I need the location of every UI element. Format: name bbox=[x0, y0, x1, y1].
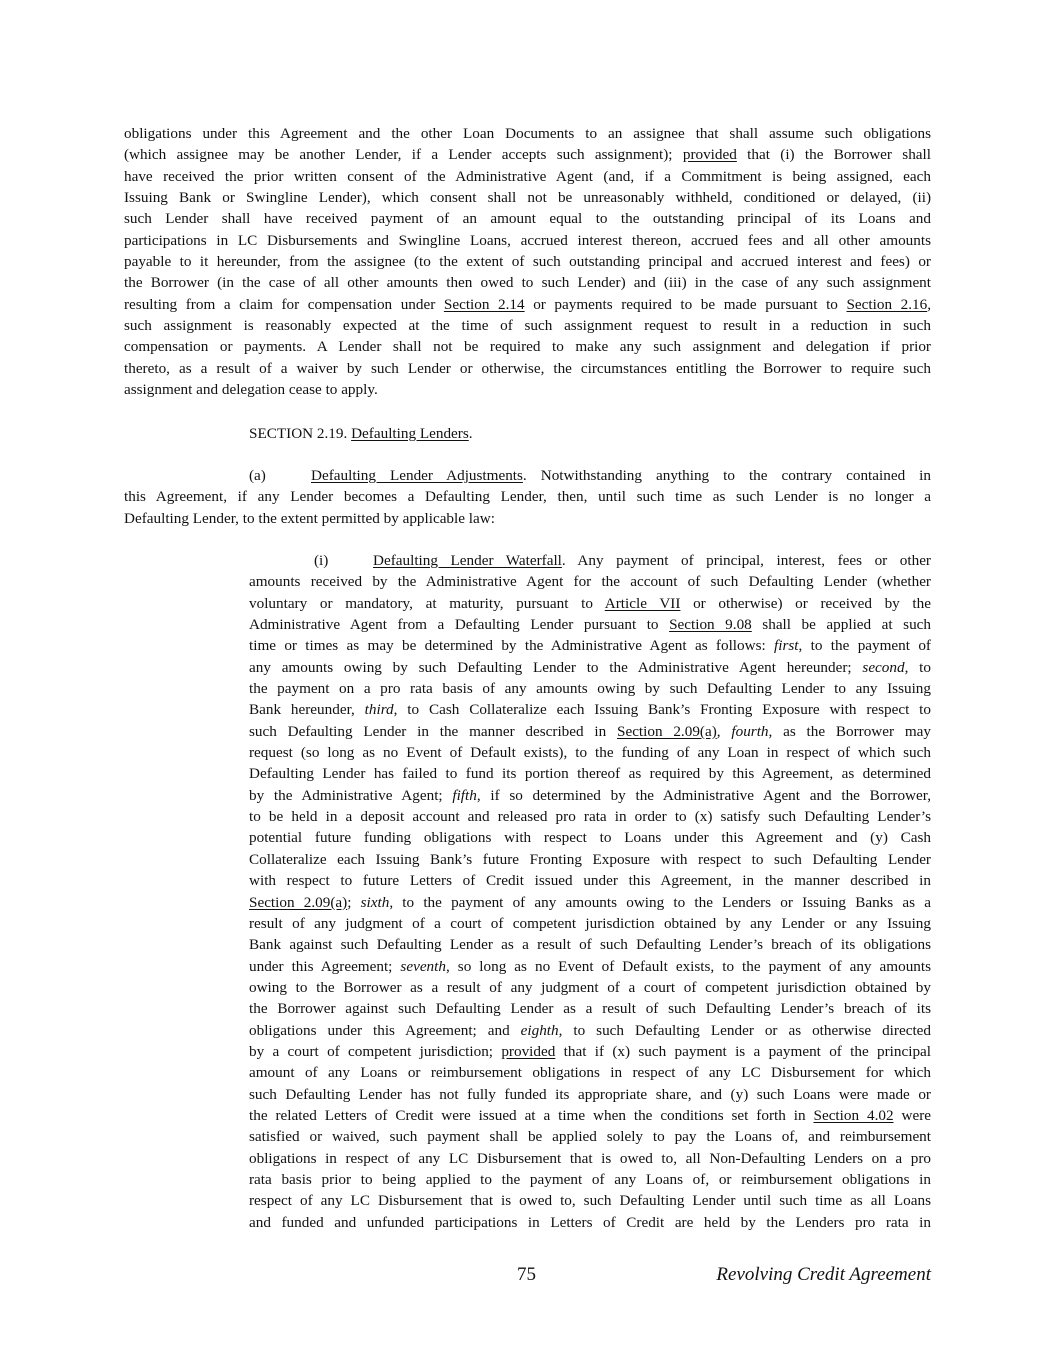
text-run: . bbox=[468, 425, 473, 442]
emphasis: eighth bbox=[520, 1021, 559, 1039]
text-run: , to bbox=[904, 658, 931, 676]
text-line bbox=[249, 742, 931, 763]
text-line bbox=[249, 998, 931, 1019]
text-run: , so long as no Event of Default exists, to the payment of any amounts bbox=[445, 957, 932, 975]
text-run: request (so long as no Event of Default exists), to the funding of any Loan in respect of which such bbox=[249, 744, 931, 762]
cross-reference: Section 2.09(a) bbox=[617, 722, 717, 740]
cross-reference: Section 9.08 bbox=[669, 616, 752, 634]
text-run: that (i) the Borrower shall bbox=[736, 146, 931, 164]
text-run: and funded and unfunded participations in Letters of Credit are held by the Lenders pro rata in bbox=[249, 1213, 931, 1231]
text-run: , bbox=[716, 722, 732, 740]
text-run: shall be applied at such bbox=[751, 616, 932, 634]
document-title: Revolving Credit Agreement bbox=[716, 1264, 931, 1285]
paragraph-label: (a) bbox=[249, 467, 266, 484]
emphasis: sixth bbox=[360, 893, 390, 911]
text-run: voluntary or mandatory, at maturity, pursuant to bbox=[249, 594, 605, 612]
text-run: , bbox=[927, 295, 931, 313]
cross-reference: provided bbox=[501, 1042, 556, 1060]
text-run: Bank hereunder, bbox=[249, 701, 365, 719]
text-run: rata basis prior to being applied to the payment of any Loans of, or reimbursement obligations in bbox=[249, 1170, 931, 1188]
text-run: compensation or payments. A Lender shall not be required to make any such assignment and delegation if prior bbox=[124, 338, 931, 356]
text-line bbox=[249, 913, 931, 934]
text-line bbox=[124, 272, 931, 293]
text-run: the related Letters of Credit were issued at a time when the conditions set forth in bbox=[249, 1106, 814, 1124]
text-run: or payments required to be made pursuant to bbox=[524, 295, 847, 313]
text-run: obligations under this Agreement; and bbox=[249, 1021, 521, 1039]
text-line bbox=[124, 166, 931, 187]
text-line bbox=[124, 230, 931, 251]
text-run: Collateralize each Issuing Bank’s future Fronting Exposure with respect to such Defaulting Lender bbox=[249, 850, 931, 868]
text-line bbox=[124, 315, 931, 336]
text-run: by a court of competent jurisdiction; bbox=[249, 1042, 502, 1060]
text-run: Issuing Bank or Swingline Lender), which consent shall not be unreasonably withheld, conditioned or delayed, (ii) bbox=[124, 189, 931, 207]
text-line bbox=[124, 294, 931, 315]
emphasis: third bbox=[364, 701, 394, 719]
text-run: Bank against such Defaulting Lender as a result of such Defaulting Lender’s breach of its obligations bbox=[249, 936, 931, 954]
text-line bbox=[249, 1105, 931, 1126]
paragraph-a-defaulting-lender-adjustments bbox=[124, 465, 931, 529]
cross-reference: Section 2.09(a) bbox=[249, 893, 348, 911]
cross-reference: provided bbox=[682, 146, 737, 164]
text-line bbox=[249, 892, 931, 913]
text-line bbox=[249, 1148, 931, 1169]
text-line bbox=[249, 849, 931, 870]
text-run: , to the payment of any amounts owing to the Lenders or Issuing Banks as a bbox=[389, 893, 931, 911]
text-run: (which assignee may be another Lender, if a Lender accepts such assignment); bbox=[124, 146, 683, 164]
text-line bbox=[124, 187, 931, 208]
paragraph-label: (i) bbox=[314, 552, 329, 569]
text-line bbox=[249, 1190, 931, 1211]
cross-reference: Section 4.02 bbox=[813, 1106, 894, 1124]
text-line bbox=[249, 1041, 931, 1062]
text-run: have received the prior written consent of the Administrative Agent (and, if a Commitment is being assigned, each bbox=[124, 167, 931, 185]
text-run: . Any payment of principal, interest, fees or other bbox=[561, 552, 931, 569]
text-line bbox=[249, 1126, 931, 1147]
text-run: any amounts owing by such Defaulting Lender to the Administrative Agent hereunder; bbox=[249, 658, 863, 676]
text-line bbox=[249, 571, 931, 592]
emphasis: fifth bbox=[452, 786, 477, 804]
text-run: Defaulting Lender, to the extent permitted by applicable law: bbox=[124, 509, 495, 527]
emphasis: second bbox=[862, 658, 905, 676]
emphasis: first bbox=[774, 637, 799, 655]
text-line bbox=[249, 423, 949, 444]
text-line bbox=[124, 508, 931, 529]
text-line bbox=[124, 208, 931, 229]
text-line bbox=[249, 785, 931, 806]
text-line bbox=[249, 977, 931, 998]
text-run: by the Administrative Agent; bbox=[249, 786, 453, 804]
text-run: obligations in respect of any LC Disbursement that is owed to, all Non-Defaulting Lenders on a pro bbox=[249, 1149, 931, 1167]
text-line bbox=[249, 1212, 931, 1233]
text-run: amounts received by the Administrative Agent for the account of such Defaulting Lender (whether bbox=[249, 573, 931, 591]
text-line bbox=[249, 721, 931, 742]
text-run: that if (x) such payment is a payment of the principal bbox=[555, 1042, 932, 1060]
text-run: resulting from a claim for compensation under bbox=[124, 295, 444, 313]
text-line bbox=[249, 657, 931, 678]
text-run: Defaulting Lender has failed to fund its portion thereof as required by this Agreement, as determined bbox=[249, 765, 931, 783]
text-line bbox=[124, 465, 931, 486]
text-line bbox=[249, 635, 931, 656]
text-line bbox=[249, 1084, 931, 1105]
text-run: , to Cash Collateralize each Issuing Bank’s Fronting Exposure with respect to bbox=[393, 701, 931, 719]
cross-reference: Defaulting Lender Waterfall bbox=[373, 552, 562, 569]
cross-reference: Defaulting Lender Adjustments bbox=[311, 467, 523, 484]
text-run: the Borrower against such Defaulting Lender as a result of such Defaulting Lender’s breach of its bbox=[249, 1000, 931, 1018]
text-run: were bbox=[893, 1106, 931, 1124]
text-run: to be held in a deposit account and released pro rata in order to (x) satisfy such Defaulting Lender’s bbox=[249, 808, 931, 826]
text-line bbox=[249, 1169, 931, 1190]
cross-reference: Article VII bbox=[604, 594, 681, 612]
text-run: obligations under this Agreement and the other Loan Documents to an assignee that shall assume such obligations bbox=[124, 125, 931, 142]
text-run: such assignment is reasonably expected at the time of such assignment request to result in a reduction in such bbox=[124, 317, 931, 335]
text-run: . Notwithstanding anything to the contrary contained in bbox=[522, 467, 931, 484]
text-line bbox=[249, 1062, 931, 1083]
text-line bbox=[249, 763, 931, 784]
text-line bbox=[249, 593, 931, 614]
text-run: satisfied or waived, such payment shall be applied solely to pay the Loans of, and reimbursement bbox=[249, 1128, 931, 1146]
text-run: the Borrower (in the case of all other amounts then owed to such Lender) and (iii) in the case of any such assignment bbox=[124, 274, 931, 292]
text-run: this Agreement, if any Lender becomes a Defaulting Lender, then, until such time as such Lender is no longer a bbox=[124, 488, 931, 506]
text-line bbox=[249, 699, 931, 720]
text-run: time or times as may be determined by the Administrative Agent as follows: bbox=[249, 637, 775, 655]
text-line bbox=[124, 379, 931, 400]
text-line bbox=[249, 678, 931, 699]
text-run: thereto, as a result of a waiver by such Lender or otherwise, the circumstances entitling the Borrower to require such bbox=[124, 359, 931, 377]
emphasis: fourth bbox=[731, 722, 769, 740]
text-run: the payment on a pro rata basis of any amounts owing by such Defaulting Lender to any Issuing bbox=[249, 680, 931, 698]
text-run: with respect to future Letters of Credit issued under this Agreement, in the manner described in bbox=[249, 872, 931, 890]
text-run: participations in LC Disbursements and Swingline Loans, accrued interest thereon, accrued fees and all other amounts bbox=[124, 231, 931, 249]
text-run: ; bbox=[347, 893, 361, 911]
text-run: such Lender shall have received payment of an amount equal to the outstanding principal of its Loans and bbox=[124, 210, 931, 228]
cross-reference: Defaulting Lenders bbox=[351, 425, 469, 442]
text-line bbox=[249, 870, 931, 891]
text-run: payable to it hereunder, from the assignee (to the extent of such outstanding principal and accrued interest and fees) or bbox=[124, 253, 931, 271]
text-line bbox=[249, 934, 931, 955]
text-line bbox=[249, 550, 931, 571]
text-run: , if so determined by the Administrative Agent and the Borrower, bbox=[476, 786, 931, 804]
text-run: owing to the Borrower as a result of any judgment of a court of competent jurisdiction obtained by bbox=[249, 978, 931, 996]
paragraph-i-defaulting-lender-waterfall bbox=[249, 550, 931, 1233]
text-run: potential future funding obligations with respect to Loans under this Agreement and (y) Cash bbox=[249, 829, 931, 847]
text-run: , to the payment of bbox=[798, 637, 931, 655]
text-run: or otherwise) or received by the bbox=[680, 594, 931, 612]
text-run: such Defaulting Lender has not fully funded its appropriate share, and (y) such Loans were made or bbox=[249, 1085, 931, 1103]
paragraph-assignment-conditions bbox=[124, 123, 931, 400]
text-line bbox=[124, 123, 931, 144]
text-run: Administrative Agent from a Defaulting Lender pursuant to bbox=[249, 616, 670, 634]
text-run: respect of any LC Disbursement that is owed to, such Defaulting Lender until such time as all Loans bbox=[249, 1192, 931, 1210]
text-line bbox=[124, 144, 931, 165]
section-heading bbox=[249, 423, 949, 444]
text-run: , as the Borrower may bbox=[768, 722, 932, 740]
text-line bbox=[249, 806, 931, 827]
text-line bbox=[249, 614, 931, 635]
cross-reference: Section 2.14 bbox=[443, 295, 525, 313]
text-line bbox=[249, 827, 931, 848]
text-run: assignment and delegation cease to apply. bbox=[124, 381, 378, 399]
text-line bbox=[124, 358, 931, 379]
text-run: , to such Defaulting Lender or as otherwise directed bbox=[558, 1021, 931, 1039]
text-line bbox=[249, 1020, 931, 1041]
emphasis: seventh bbox=[400, 957, 446, 975]
cross-reference: Section 2.16 bbox=[846, 295, 928, 313]
text-run: result of any judgment of a court of competent jurisdiction obtained by any Lender or any Issuing bbox=[249, 914, 931, 932]
text-line bbox=[124, 251, 931, 272]
text-run: SECTION 2.19. bbox=[249, 425, 352, 442]
text-run: under this Agreement; bbox=[249, 957, 401, 975]
text-run: amount of any Loans or reimbursement obligations in respect of any LC Disbursement for which bbox=[249, 1064, 931, 1082]
page-number: 75 bbox=[517, 1264, 536, 1285]
text-line bbox=[124, 336, 931, 357]
text-line bbox=[249, 956, 931, 977]
text-line bbox=[124, 486, 931, 507]
text-run: such Defaulting Lender in the manner described in bbox=[249, 722, 617, 740]
